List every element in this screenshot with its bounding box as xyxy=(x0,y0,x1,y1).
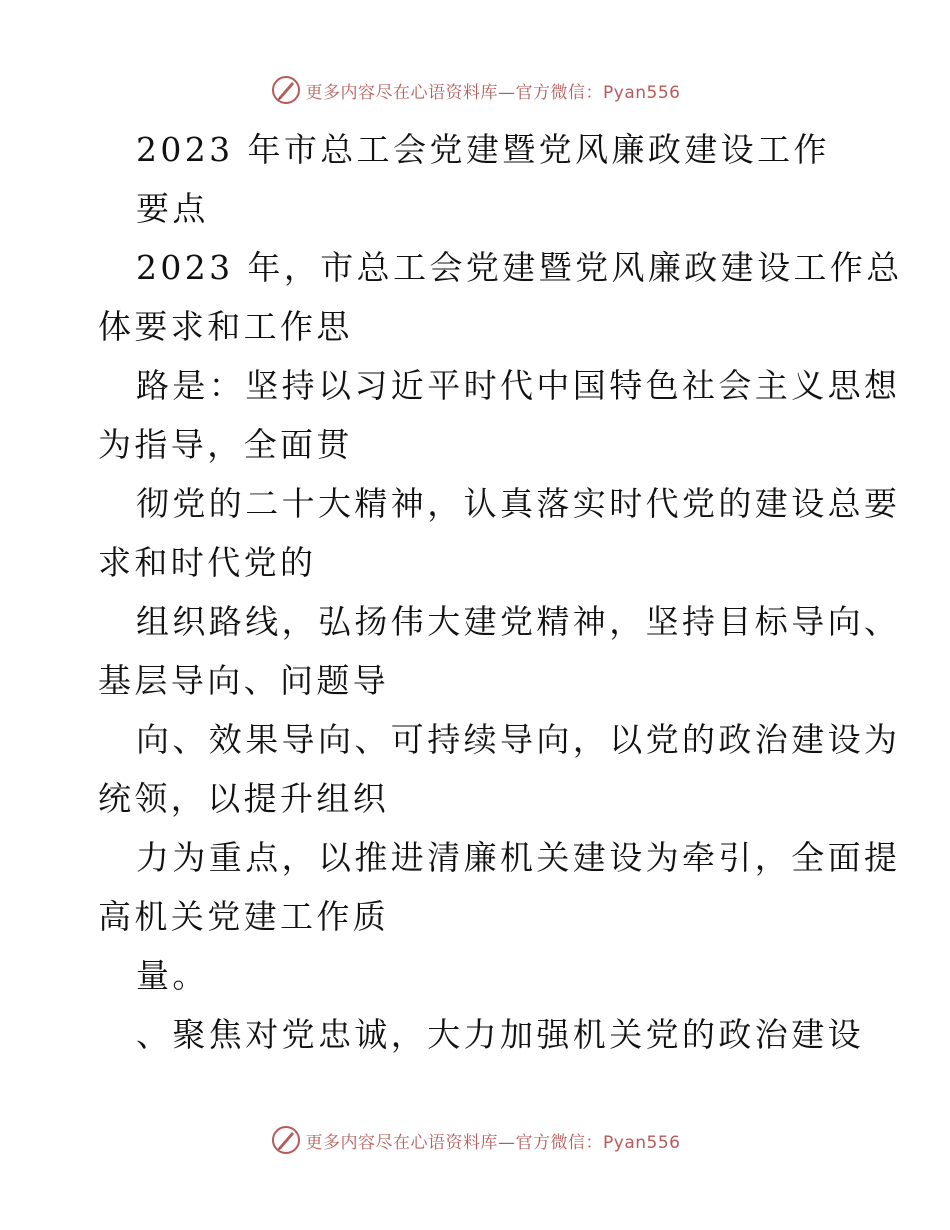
document-line: 高机关党建工作质 xyxy=(98,897,390,936)
quill-logo-icon xyxy=(270,1124,302,1156)
header-watermark xyxy=(0,72,950,108)
document-line: 路是：坚持以习近平时代中国特色社会主义思想 xyxy=(136,366,901,405)
document-line: 量。 xyxy=(136,956,209,995)
document-line: 统领，以提升组织 xyxy=(98,779,390,818)
footer-watermark xyxy=(0,1122,950,1158)
document-line: 为指导，全面贯 xyxy=(98,425,353,464)
document-line: 基层导向、问题导 xyxy=(98,661,390,700)
document-line: 彻党的二十大精神，认真落实时代党的建设总要 xyxy=(136,484,901,523)
quill-logo-icon xyxy=(270,74,302,106)
document-line: 2023 年，市总工会党建暨党风廉政建设工作总 xyxy=(136,248,903,287)
document-line: 求和时代党的 xyxy=(98,543,317,582)
document-body xyxy=(98,120,903,1064)
watermark-text: 更多内容尽在心语资料库—官方微信：Pyan556 xyxy=(305,1132,681,1153)
document-line: 2023 年市总工会党建暨党风廉政建设工作 xyxy=(136,130,830,169)
document-line: 组织路线，弘扬伟大建党精神，坚持目标导向、 xyxy=(136,602,901,641)
document-line: 体要求和工作思 xyxy=(98,307,353,346)
document-line: 、聚焦对党忠诚，大力加强机关党的政治建设 xyxy=(136,1015,864,1054)
watermark-text: 更多内容尽在心语资料库—官方微信：Pyan556 xyxy=(305,82,681,103)
document-line: 向、效果导向、可持续导向，以党的政治建设为 xyxy=(136,720,901,759)
document-line: 力为重点，以推进清廉机关建设为牵引，全面提 xyxy=(136,838,901,877)
document-line: 要点 xyxy=(136,189,209,228)
